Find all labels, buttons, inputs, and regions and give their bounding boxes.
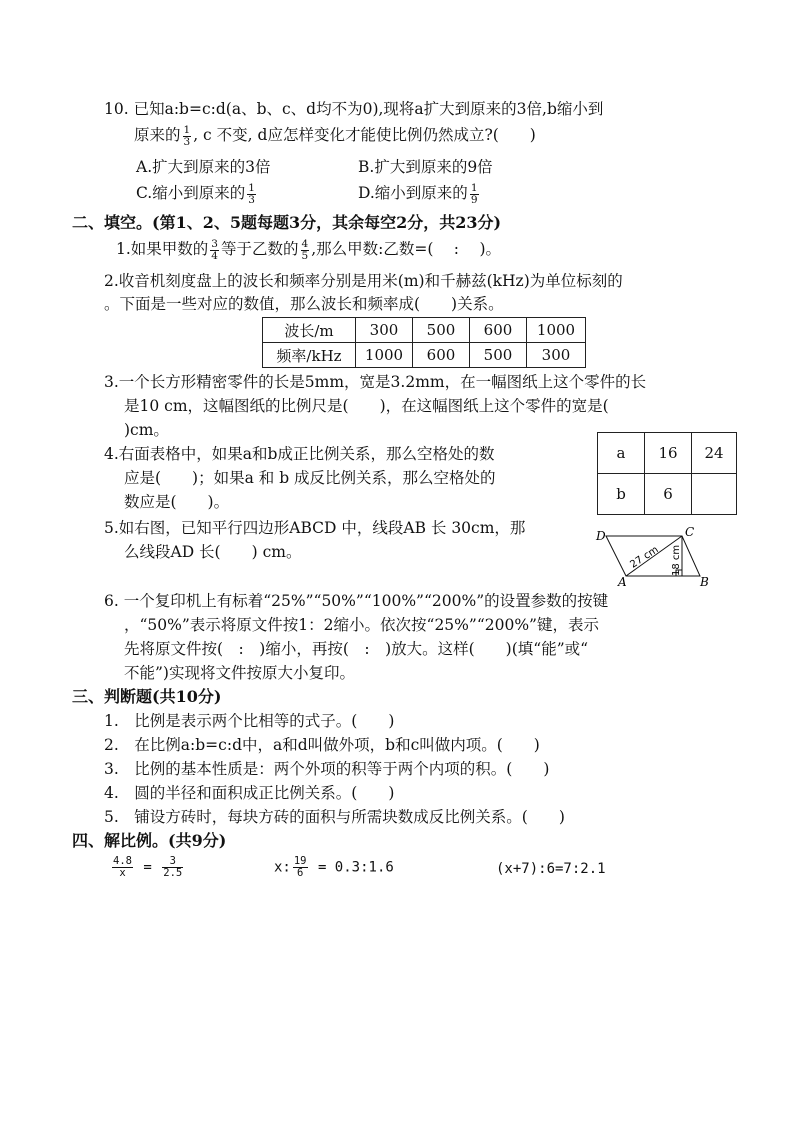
wave-cell: 600: [470, 318, 527, 343]
ab-row-a: [598, 433, 737, 474]
s2-q6-line3: 先将原文件按( : )缩小，再按( : )放大。这样( )(填“能”或“: [124, 640, 589, 658]
q10-option-d-text: D.缩小到原来的: [358, 184, 468, 202]
s2-q4-line3: 数应是( )。: [124, 493, 230, 511]
ab-row-b: [598, 474, 737, 515]
wave-row-frequency: [263, 343, 586, 368]
equation-1: [110, 856, 185, 879]
s2-q1-frac2-num: 4: [301, 237, 309, 250]
q10-option-a: A.扩大到原来的3倍: [136, 158, 271, 176]
freq-cell: 500: [470, 343, 527, 368]
s2-q1-frac1: [210, 239, 219, 262]
eq1-fraction-right: [162, 856, 183, 879]
eq2-pre: x:: [274, 859, 291, 876]
section2-title: 二、填空。(第1、2、5题每题3分，其余每空2分，共23分): [72, 213, 502, 232]
ab-cell: 24: [692, 433, 737, 474]
s3-item-1: 1. 比例是表示两个比相等的式子。( ): [104, 712, 395, 730]
q10-option-d-fraction: [470, 183, 479, 206]
s2-q1-post: ,那么甲数:乙数=( : )。: [311, 240, 501, 258]
ab-row1-head: a: [598, 433, 645, 474]
q10-option-c-num: 1: [248, 181, 255, 194]
eq1-left-den: x: [119, 867, 126, 879]
wave-cell: 300: [356, 318, 413, 343]
s2-q2-line2: 。下面是一些对应的数值，那么波长和频率成( )关系。: [104, 295, 504, 313]
q10-option-c-text: C.缩小到原来的: [136, 184, 246, 202]
vertex-b-label: B: [700, 575, 709, 588]
eq2-post: = 0.3:1.6: [317, 859, 394, 876]
wave-cell: 1000: [527, 318, 586, 343]
s2-q1-frac1-num: 3: [211, 237, 218, 250]
s2-q3-line2: 是10 cm，这幅图纸的比例尺是( )，在这幅图纸上这个零件的宽是(: [124, 397, 609, 415]
s3-item-5: 5. 铺设方砖时，每块方砖的面积与所需块数成反比例关系。( ): [104, 808, 565, 826]
eq1-left-num: 4.8: [113, 855, 132, 867]
s2-q6-line4: 不能”)实现将文件按原大小复印。: [124, 664, 355, 682]
s2-q4-line2: 应是( )；如果a 和 b 成反比例关系，那么空格处的: [124, 469, 496, 487]
ab-blank-cell: [692, 474, 737, 515]
s3-item-4: 4. 圆的半径和面积成正比例关系。( ): [104, 784, 395, 802]
wave-row-wavelength: [263, 318, 586, 343]
s2-q3-line1: 3.一个长方形精密零件的长是5mm，宽是3.2mm，在一幅图纸上这个零件的长: [104, 373, 647, 391]
q10-line2-pre: 原来的: [134, 126, 181, 144]
wave-row2-head: 频率/kHz: [263, 343, 356, 368]
height-length-label: 18 cm: [671, 544, 682, 576]
s2-q1-frac2-den: 5: [301, 249, 309, 262]
s2-q6-line2: ，“50%”表示将原文件按1：2缩小。依次按“25%”“200%”键，表示: [124, 616, 599, 634]
parallelogram-figure: [592, 524, 714, 588]
eq1-right-den: 2.5: [163, 867, 183, 879]
s3-item-2: 2. 在比例a:b=c:d中，a和d叫做外项，b和c叫做内项。( ): [104, 736, 540, 754]
vertex-a-label: A: [618, 575, 627, 588]
eq1-right-num: 3: [162, 856, 183, 868]
section4-title: 四、解比例。(共9分): [72, 831, 227, 850]
section3-title: 三、判断题(共10分): [72, 687, 222, 706]
freq-cell: 600: [413, 343, 470, 368]
vertex-d-label: D: [596, 529, 606, 543]
q10-option-c-fraction: [247, 183, 256, 206]
q10-option-d: [358, 182, 481, 206]
freq-cell: 1000: [356, 343, 413, 368]
q10-option-d-num: 1: [470, 181, 478, 194]
q10-frac-numerator: 1: [183, 123, 191, 136]
s2-q1-pre: 1.如果甲数的: [116, 240, 209, 258]
equation-2: [274, 856, 394, 879]
wave-cell: 500: [413, 318, 470, 343]
s2-q5-line2: 么线段AD 长( ) cm。: [124, 543, 302, 561]
eq1-equals: =: [143, 859, 152, 876]
q10-line2: [134, 124, 536, 148]
wave-row1-head: 波长/m: [263, 318, 356, 343]
diagonal-length-label: 27 cm: [628, 544, 661, 571]
q10-option-c: [136, 182, 258, 206]
q10-option-c-den: 3: [248, 193, 255, 206]
q10-line1: 10. 已知a:b=c:d(a、b、c、d均不为0),现将a扩大到原来的3倍,b缩小到: [104, 100, 604, 118]
freq-cell: 300: [527, 343, 586, 368]
s2-q2-line1: 2.收音机刻度盘上的波长和频率分别是用米(m)和千赫兹(kHz)为单位标刻的: [104, 272, 623, 290]
eq2-den: 6: [297, 867, 304, 879]
wavelength-frequency-table: [262, 317, 586, 368]
q10-line2-post: , c 不变, d应怎样变化才能使比例仍然成立?( ): [193, 126, 536, 144]
q10-option-d-den: 9: [470, 193, 478, 206]
s3-item-3: 3. 比例的基本性质是：两个外项的积等于两个内项的积。( ): [104, 760, 550, 778]
q10-fraction: [183, 125, 192, 148]
s2-q4-line1: 4.右面表格中，如果a和b成正比例关系，那么空格处的数: [104, 445, 495, 463]
eq2-num: 19: [293, 855, 307, 867]
eq2-fraction: [293, 856, 308, 879]
ab-cell: 6: [645, 474, 692, 515]
vertex-c-label: C: [685, 525, 695, 539]
ab-row2-head: b: [598, 474, 645, 515]
s2-q1: [116, 238, 501, 262]
s2-q3-line3: )cm。: [124, 421, 169, 439]
s2-q6-line1: 6. 一个复印机上有标着“25%”“50%”“100%”“200%”的设置参数的按键: [104, 592, 609, 610]
ab-table: [597, 432, 737, 515]
s2-q5-line1: 5.如右图，已知平行四边形ABCD 中，线段AB 长 30cm，那: [104, 519, 526, 537]
eq1-fraction-left: [112, 856, 133, 879]
s2-q1-frac2: [301, 239, 310, 262]
q10-frac-denominator: 3: [183, 135, 191, 148]
ab-cell: 16: [645, 433, 692, 474]
equation-3: (x+7):6=7:2.1: [496, 861, 606, 877]
s2-q1-frac1-den: 4: [211, 249, 218, 262]
s2-q1-mid: 等于乙数的: [220, 240, 299, 258]
q10-option-b: B.扩大到原来的9倍: [358, 158, 493, 176]
